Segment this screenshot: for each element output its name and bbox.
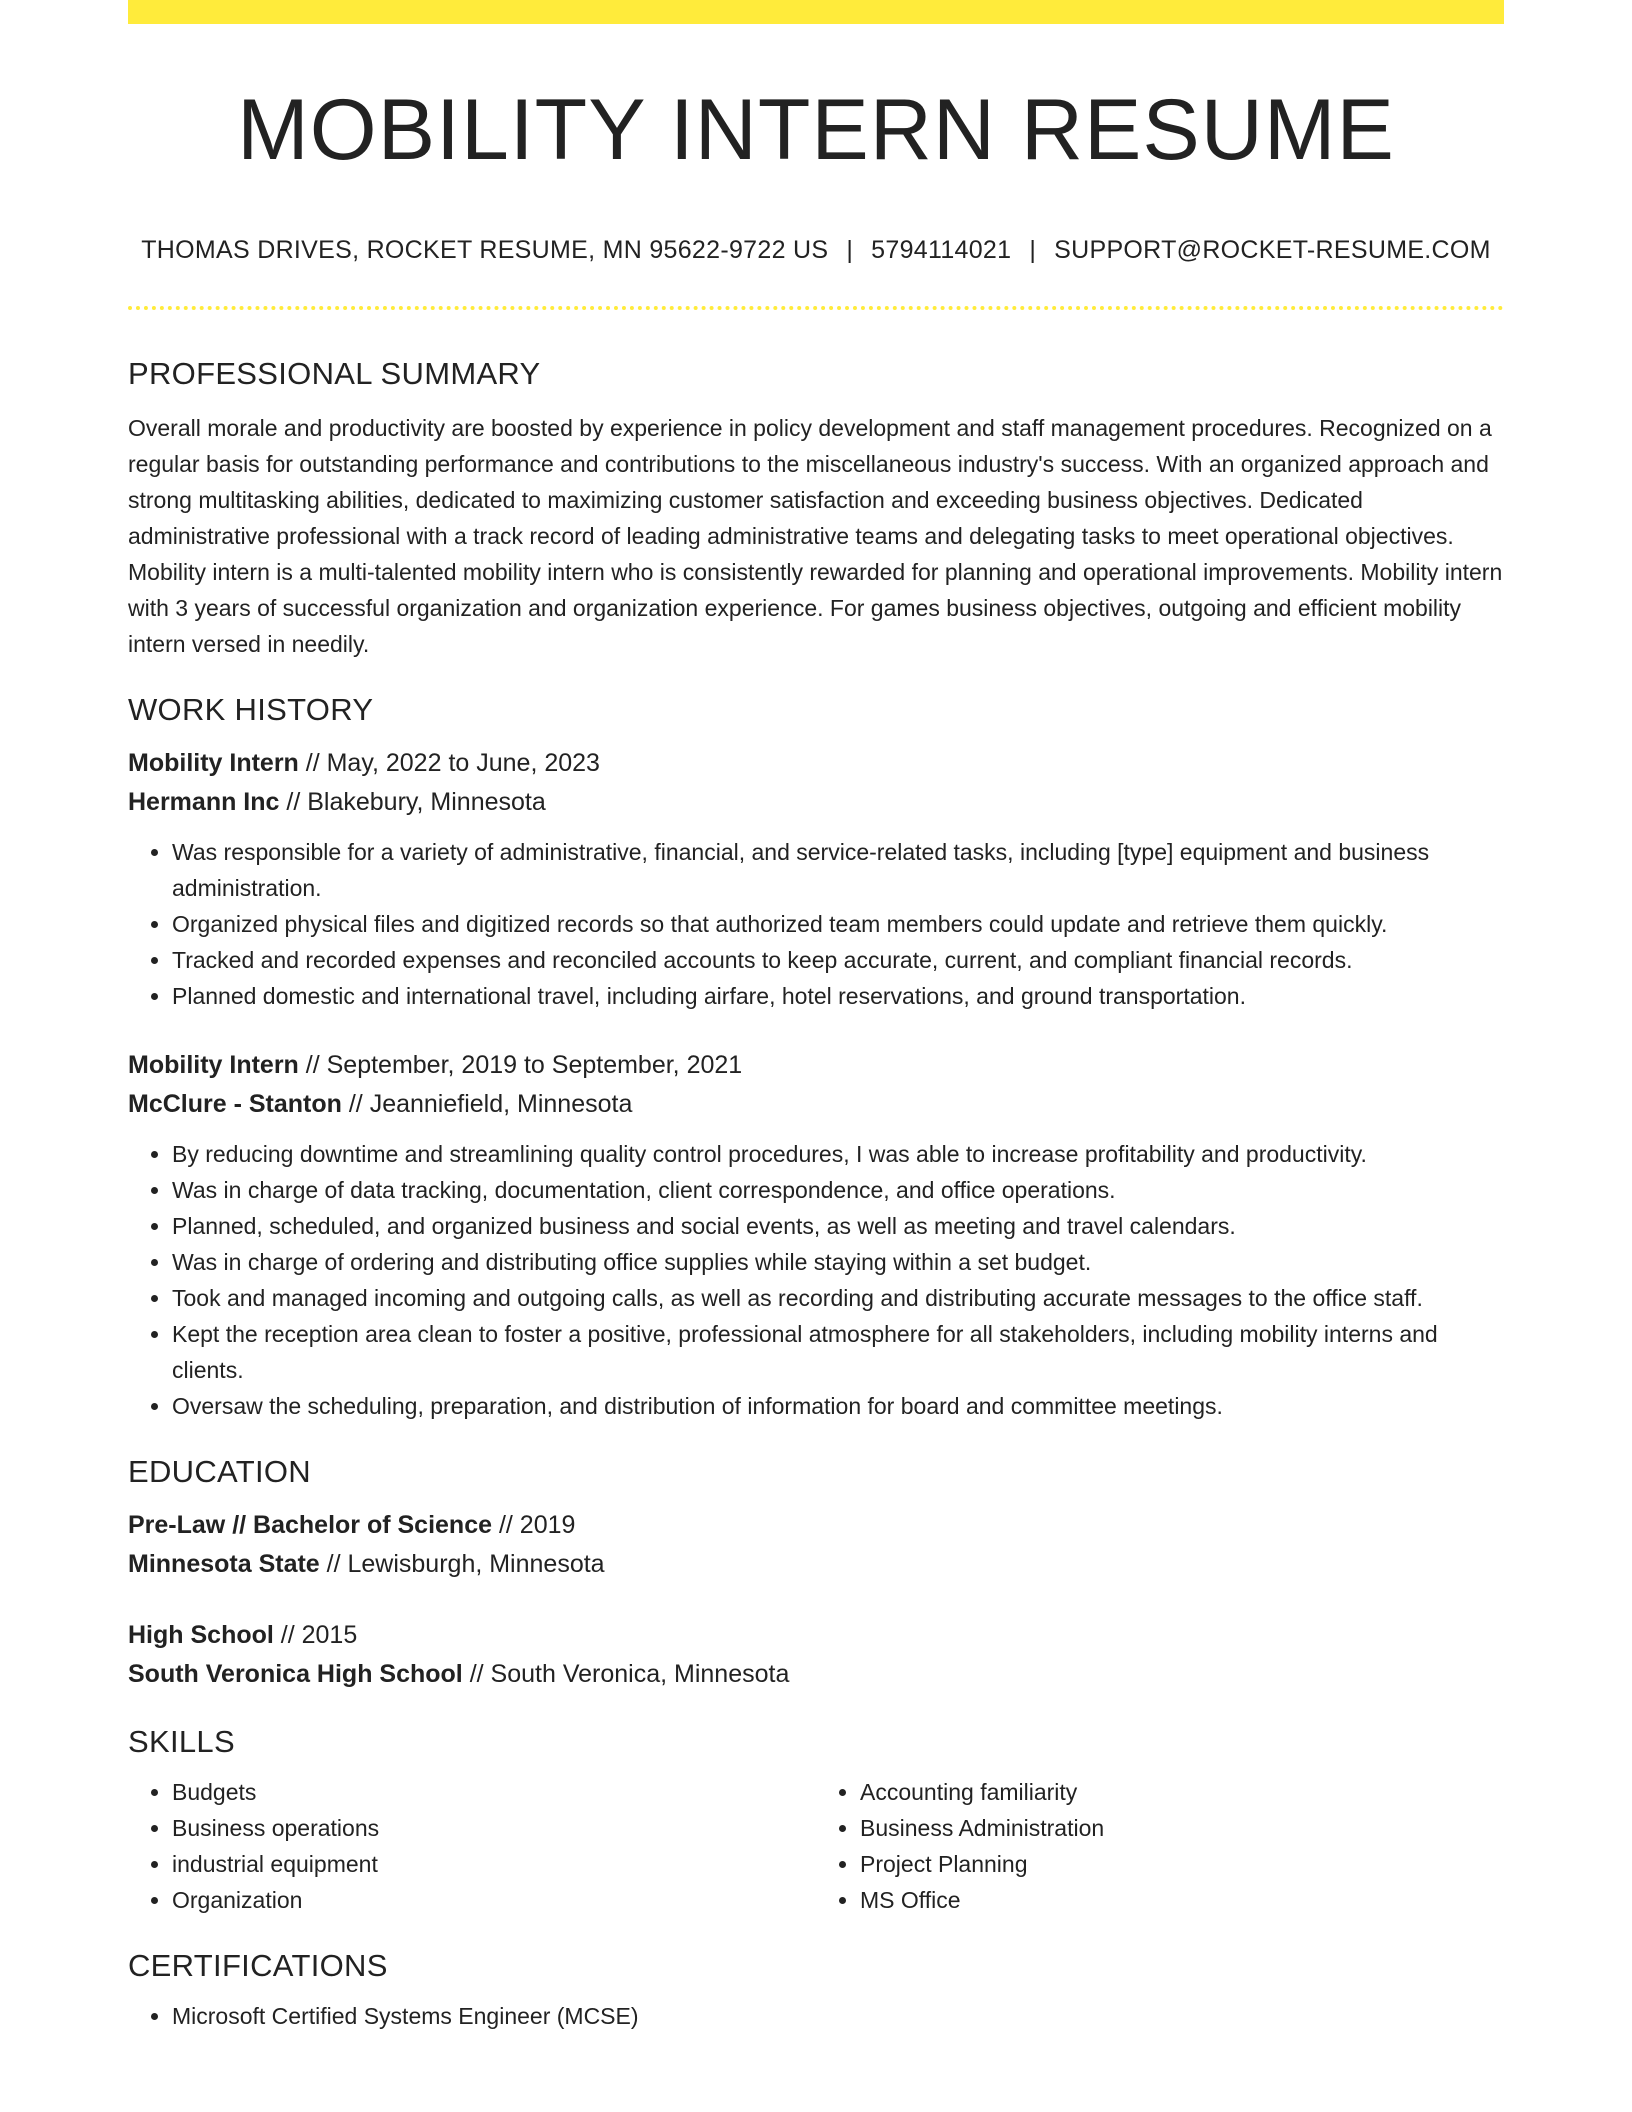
certifications-list [128, 1998, 1504, 2034]
list-item: • Kept the reception area clean to foster a positive, professional atmosphere for all stakeholders, including mobility interns and clients. [172, 1316, 1504, 1388]
job-title-line [128, 1046, 1504, 1085]
school: South Veronica High School [128, 1660, 463, 1688]
school-location: // Lewisburgh, Minnesota [319, 1550, 605, 1578]
list-item: • By reducing downtime and streamlining quality control procedures, I was able to increase profitability and productivity. [172, 1136, 1504, 1172]
list-item: • Planned, scheduled, and organized business and social events, as well as meeting and travel calendars. [172, 1208, 1504, 1244]
job-entry [128, 1046, 1504, 1424]
education-entry [128, 1506, 1504, 1584]
graduation-year: // 2015 [273, 1621, 358, 1649]
resume-content [128, 356, 1504, 2034]
separator: | [846, 236, 854, 264]
list-item: • Was responsible for a variety of administrative, financial, and service-related tasks, including [type] equipment and business administration. [172, 834, 1504, 906]
list-item: • Was in charge of ordering and distributing office supplies while staying within a set budget. [172, 1244, 1504, 1280]
list-item: • Business operations [172, 1810, 816, 1846]
list-item: • Business Administration [860, 1810, 1504, 1846]
work-history-heading: WORK HISTORY [128, 692, 374, 727]
summary-text: Overall morale and productivity are boosted by experience in policy development and staff management procedures. Recognized on a regular basis for outstanding performance and contributions to the miscellaneous industry's success. With an organized approach and strong multitasking abilities, dedicated to maximizing customer satisfaction and exceeding business objectives. Dedicated administrative professional with a track record of leading administrative teams and delegating tasks to meet operational objectives. Mobility intern is a multi-talented mobility intern who is consistently rewarded for planning and operational improvements. Mobility intern with 3 years of successful organization and organization experience. For games business objectives, outgoing and efficient mobility intern versed in needily. [128, 415, 1503, 657]
skills-list-right [816, 1774, 1504, 1918]
degree-line [128, 1616, 1504, 1655]
job-company: McClure - Stanton [128, 1090, 342, 1118]
list-item: • Planned domestic and international travel, including airfare, hotel reservations, and ground transportation. [172, 978, 1504, 1014]
job-title: Mobility Intern [128, 1051, 299, 1079]
list-item: • industrial equipment [172, 1846, 816, 1882]
job-bullets [128, 834, 1504, 1014]
skills-section [128, 1724, 1504, 1918]
school: Minnesota State [128, 1550, 320, 1578]
education-entry [128, 1616, 1504, 1694]
degree: High School [128, 1621, 274, 1649]
job-company-line [128, 783, 1504, 822]
graduation-year: // 2019 [492, 1511, 576, 1539]
school-line [128, 1655, 1504, 1694]
job-company: Hermann Inc [128, 788, 280, 816]
job-entry [128, 744, 1504, 1014]
list-item: • MS Office [860, 1882, 1504, 1918]
job-location: // Jeanniefield, Minnesota [341, 1090, 633, 1118]
job-dates: // May, 2022 to June, 2023 [298, 749, 600, 777]
list-item: • Was in charge of data tracking, documentation, client correspondence, and office operations. [172, 1172, 1504, 1208]
divider [128, 306, 1504, 310]
email: SUPPORT@ROCKET-RESUME.COM [1054, 236, 1491, 264]
summary-heading: PROFESSIONAL SUMMARY [128, 356, 541, 391]
school-location: // South Veronica, Minnesota [462, 1660, 790, 1688]
skills-list-left [128, 1774, 816, 1918]
list-item: • Organized physical files and digitized records so that authorized team members could update and retrieve them quickly. [172, 906, 1504, 942]
separator: | [1029, 236, 1037, 264]
address: THOMAS DRIVES, ROCKET RESUME, MN 95622-9722 US [141, 236, 829, 264]
degree-line [128, 1506, 1504, 1545]
contact-line [128, 236, 1504, 265]
list-item: • Organization [172, 1882, 816, 1918]
page-title: MOBILITY INTERN RESUME [237, 82, 1395, 178]
job-bullets [128, 1136, 1504, 1424]
list-item: • Budgets [172, 1774, 816, 1810]
school-line [128, 1545, 1504, 1584]
skills-heading: SKILLS [128, 1724, 235, 1759]
certifications-section [128, 1948, 1504, 2034]
list-item: • Accounting familiarity [860, 1774, 1504, 1810]
job-location: // Blakebury, Minnesota [279, 788, 546, 816]
job-company-line [128, 1085, 1504, 1124]
work-history-section [128, 692, 1504, 1424]
list-item: • Project Planning [860, 1846, 1504, 1882]
list-item: • Took and managed incoming and outgoing calls, as well as recording and distributing accurate messages to the office staff. [172, 1280, 1504, 1316]
list-item: • Tracked and recorded expenses and reconciled accounts to keep accurate, current, and compliant financial records. [172, 942, 1504, 978]
list-item: • Microsoft Certified Systems Engineer (MCSE) [172, 1998, 1504, 2034]
certifications-heading: CERTIFICATIONS [128, 1948, 388, 1983]
skills-columns [128, 1774, 1504, 1918]
summary-section [128, 356, 1504, 662]
phone: 5794114021 [871, 236, 1012, 264]
job-title-line [128, 744, 1504, 783]
list-item: • Oversaw the scheduling, preparation, and distribution of information for board and committee meetings. [172, 1388, 1504, 1424]
job-dates: // September, 2019 to September, 2021 [298, 1051, 743, 1079]
degree: Pre-Law // Bachelor of Science [128, 1511, 493, 1539]
education-heading: EDUCATION [128, 1454, 311, 1489]
education-section [128, 1454, 1504, 1694]
job-title: Mobility Intern [128, 749, 299, 777]
accent-bar [128, 0, 1504, 24]
